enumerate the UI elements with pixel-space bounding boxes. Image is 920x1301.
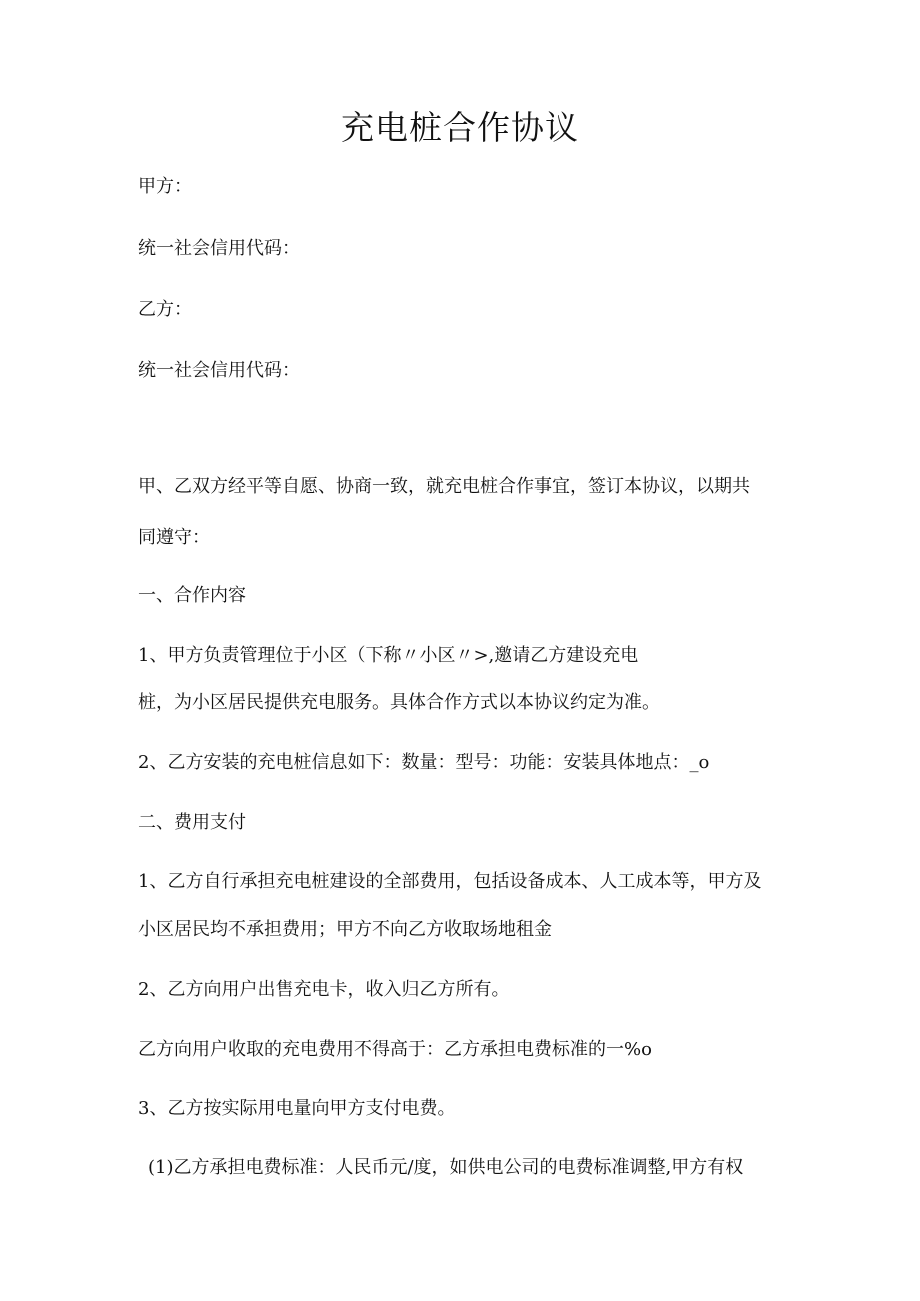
section-2-item-2: 2、乙方向用户出售充电卡，收入归乙方所有。 xyxy=(138,979,510,1000)
preamble-line-2: 同遵守： xyxy=(138,527,210,548)
party-b-credit-code-label: 统一社会信用代码： xyxy=(138,360,300,381)
party-b-label: 乙方： xyxy=(138,299,192,320)
section-2-item-3: 3、乙方按实际用电量向甲方支付电费。 xyxy=(138,1098,456,1119)
section-2-heading: 二、费用支付 xyxy=(138,812,246,833)
section-2-item-2-note: 乙方向用户收取的充电费用不得高于：乙方承担电费标准的一%o xyxy=(138,1039,652,1060)
section-1-item-2: 2、乙方安装的充电桩信息如下：数量：型号：功能：安装具体地点：_o xyxy=(138,752,710,773)
preamble-line-1: 甲、乙双方经平等自愿、协商一致，就充电桩合作事宜，签订本协议，以期共 xyxy=(138,476,750,497)
section-1-item-1-line-2: 桩，为小区居民提供充电服务。具体合作方式以本协议约定为准。 xyxy=(138,692,660,713)
document-title: 充电桩合作协议 xyxy=(341,108,579,147)
party-a-label: 甲方： xyxy=(138,176,192,197)
section-1-item-1-line-1: 1、甲方负责管理位于小区（下称〃小区〃>,邀请乙方建设充电 xyxy=(138,645,639,666)
section-2-item-1-line-1: 1、乙方自行承担充电桩建设的全部费用，包括设备成本、人工成本等，甲方及 xyxy=(138,871,762,892)
section-2-item-1-line-2: 小区居民均不承担费用；甲方不向乙方收取场地租金 xyxy=(138,919,552,940)
section-2-item-3-sub-1: (1)乙方承担电费标准：人民币元/度，如供电公司的电费标准调整,甲方有权 xyxy=(148,1157,744,1178)
party-a-credit-code-label: 统一社会信用代码： xyxy=(138,238,300,259)
section-1-heading: 一、合作内容 xyxy=(138,585,246,606)
